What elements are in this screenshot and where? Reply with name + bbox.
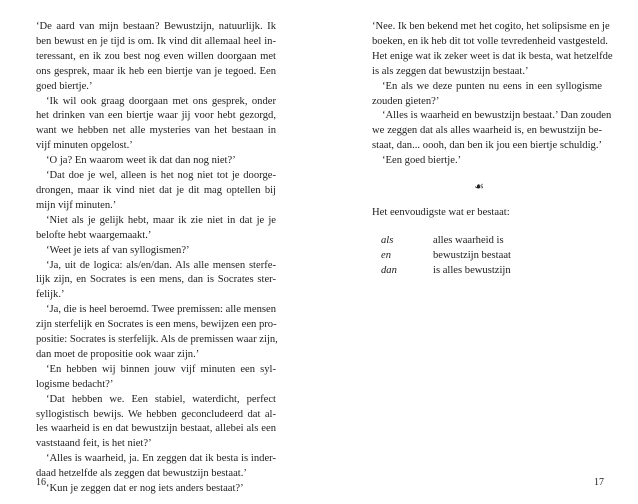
text-line: mijn vijf minuten.’ <box>36 199 117 211</box>
syllogism-block <box>381 234 511 279</box>
section-ornament: ☙ <box>474 181 484 193</box>
syllogism-connective: als <box>381 235 394 246</box>
text-line: drongen, maar ik vind niet dat je dit mag optellen bij <box>36 184 276 196</box>
right-page-text <box>372 20 613 169</box>
text-line: ons gesprek, maar ik heb een biertje van je tegoed. Een <box>36 65 276 77</box>
text-line: het drinken van een biertje waar jij voor hebt gezorgd, <box>36 110 276 122</box>
text-line: ‘Niet als je gelijk hebt, maar ik zie niet in dat je je <box>46 214 276 226</box>
text-line: dan moet de propositie ook waar zijn.’ <box>36 348 200 360</box>
text-line: we zeggen dat als alles waarheid is, en bewustzijn be- <box>372 125 602 137</box>
syllogism-row <box>381 264 511 279</box>
text-line: positie: Socrates is sterfelijk. Als de premissen waar zijn, <box>36 334 278 346</box>
text-line: ‘En als we deze punten nu eens in een syllogisme <box>382 80 602 92</box>
text-line: les waarheid is en dat bewustzijn bestaat, allebei als een <box>36 423 276 435</box>
text-line: ‘Dat doe je wel, alleen is het nog niet tot je doorge- <box>46 170 276 182</box>
text-line: zijn sterfelijk en Socrates is een mens, bewijzen een pro- <box>36 319 277 331</box>
text-line: ‘Alles is waarheid, ja. En zeggen dat ik besta is inder- <box>46 453 276 465</box>
text-line: goed biertje.’ <box>36 80 93 92</box>
text-line: Het enige wat ik zeker weet is dat ik besta, wat hetzelfde <box>372 50 613 62</box>
text-line: is als zeggen dat bewustzijn bestaat.’ <box>372 65 529 77</box>
text-line: ‘Alles is waarheid en bewustzijn bestaat.’ Dan zouden <box>382 110 612 122</box>
text-line: ben bewust en je tijd is om. Ik vind dit allemaal heel in- <box>36 35 276 47</box>
syllogism-statement: is alles bewustzijn <box>433 264 511 276</box>
syllogism-heading: Het eenvoudigste wat er bestaat: <box>372 207 510 218</box>
left-page-text <box>36 20 276 497</box>
text-line: daad hetzelfde als zeggen dat bewustzijn bestaat.’ <box>36 468 247 480</box>
text-line: ‘O ja? En waarom weet ik dat dan nog niet?’ <box>46 155 236 167</box>
syllogism-statement: alles waarheid is <box>433 235 504 246</box>
text-line: ‘Ja, die is heel beroemd. Twee premissen: alle mensen <box>46 304 276 316</box>
right-page <box>319 0 638 504</box>
text-line: belofte hebt waargemaakt.’ <box>36 229 152 241</box>
text-line: want we hebben net alle mysteries van het bestaan in <box>36 125 276 137</box>
text-line: boeken, en ik heb dit tot volle tevredenheid vastgesteld. <box>372 35 608 47</box>
syllogism-connective: dan <box>381 264 397 276</box>
text-line: lijk zijn, en Socrates is een mens, dan is Socrates ster- <box>36 274 276 286</box>
text-line: vijf minuten opgelost.’ <box>36 140 133 152</box>
text-line: vaststaand feit, is het niet?’ <box>36 438 152 450</box>
text-line: zouden gieten?’ <box>372 95 440 107</box>
right-page-number: 17 <box>594 477 604 488</box>
syllogism-row <box>381 234 511 249</box>
syllogism-row <box>381 249 511 264</box>
text-line: ‘Weet je iets af van syllogismen?’ <box>46 244 190 256</box>
text-line: teressant, en ik zou best nog even willen doorgaan met <box>36 50 276 62</box>
text-line: staat, dan... oooh, dan ben ik jou een biertje schuldig.’ <box>372 140 602 152</box>
left-page-number: 16 <box>36 477 46 488</box>
text-line: ‘Een goed biertje.’ <box>382 155 462 167</box>
syllogism-statement: bewustzijn bestaat <box>433 249 511 261</box>
text-line: logisme bedacht?’ <box>36 378 114 390</box>
text-line: felijk.’ <box>36 289 65 301</box>
text-line: ‘Ik wil ook graag doorgaan met ons gesprek, onder <box>46 95 276 107</box>
text-line: syllogistisch bewijs. We hebben geconcludeerd dat al- <box>36 408 276 420</box>
text-line: ‘Kun je zeggen dat er nog iets anders bestaat?’ <box>46 483 244 495</box>
text-line: ‘Ja, uit de logica: als/en/dan. Als alle mensen sterfe- <box>46 259 276 271</box>
text-line: ‘Nee. Ik ben bekend met het cogito, het solipsisme en je <box>372 21 610 32</box>
text-line: ‘De aard van mijn bestaan? Bewustzijn, natuurlijk. Ik <box>36 21 276 32</box>
syllogism-connective: en <box>381 249 391 261</box>
text-line: ‘Dat hebben we. Een stabiel, waterdicht, perfect <box>46 393 276 405</box>
text-line: ‘En hebben wij binnen jouw vijf minuten een syl- <box>46 363 276 375</box>
